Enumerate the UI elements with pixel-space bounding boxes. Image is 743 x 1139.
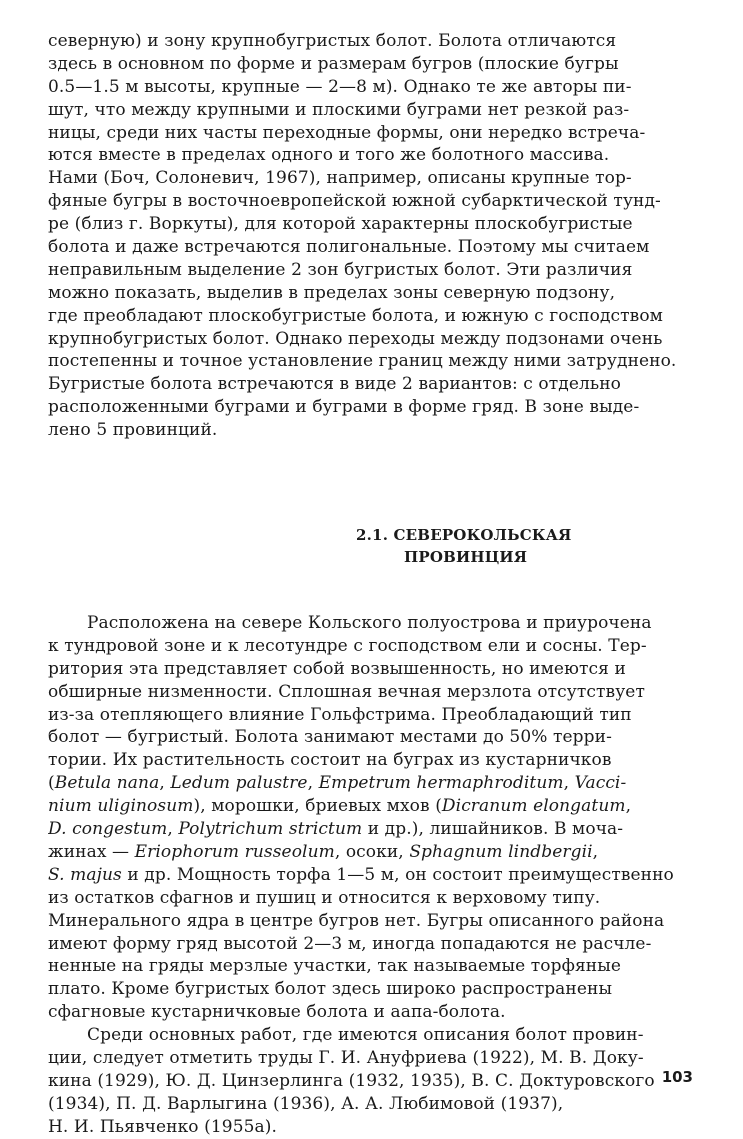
heading-line-1: 2.1. СЕВЕРОКОЛЬСКАЯ — [356, 526, 572, 545]
text-line — [48, 864, 694, 887]
latin-name: Polytrichum strictum — [178, 819, 363, 840]
text-run: и др.), лишайников. В моча- — [362, 819, 624, 840]
text-line: Расположена на севере Кольского полуострова и приурочена — [87, 613, 652, 634]
text-run: и др. Мощность торфа 1—5 м, он состоит преимущественно — [121, 864, 674, 885]
text-run: ( — [48, 773, 55, 794]
text-line: здесь в основном по форме и размерам бугров (плоские бугры — [48, 53, 619, 74]
text-line — [48, 772, 694, 795]
latin-name: Ledum palustre — [170, 773, 308, 794]
text-line: Среди основных работ, где имеются описания болот провин- — [87, 1025, 644, 1046]
text-line: Н. И. Пьявченко (1955а). — [48, 1116, 278, 1137]
text-run: , — [625, 796, 632, 817]
text-line: плато. Кроме бугристых болот здесь широко распространены — [48, 979, 613, 1000]
text-run: , — [592, 841, 599, 862]
text-line: ции, следует отметить труды Г. И. Ануфриева (1922), М. В. Доку- — [48, 1047, 644, 1068]
text-line: Нами (Боч, Солоневич, 1967), например, описаны крупные тор- — [48, 168, 632, 189]
latin-name: Betula nana — [54, 773, 160, 794]
text-run: жинах — — [48, 841, 135, 862]
text-line: болота и даже встречаются полигональные. Поэтому мы считаем — [48, 237, 650, 258]
text-line: болот — бугристый. Болота занимают местами до 50% терри- — [48, 727, 612, 748]
text-line: расположенными буграми и буграми в форме гряд. В зоне выде- — [48, 397, 640, 418]
text-line: из остатков сфагнов и пушиц и относится к верховому типу. — [48, 887, 601, 908]
text-line: кина (1929), Ю. Д. Цинзерлинга (1932, 1935), В. С. Доктуровского — [48, 1070, 655, 1091]
text-line: ненные на гряды мерзлые участки, так называемые торфяные — [48, 956, 622, 977]
page-body — [48, 30, 694, 1139]
paragraph-zones — [48, 30, 694, 442]
text-run: , — [563, 773, 575, 794]
latin-name: Sphagnum lindbergii — [409, 841, 593, 862]
text-line: где преобладают плоскобугристые болота, и южную с господством — [48, 305, 663, 326]
text-line: из-за отепляющего влияние Гольфстрима. Преобладающий тип — [48, 704, 632, 725]
text-line — [48, 818, 694, 841]
heading-line-2: ПРОВИНЦИЯ — [404, 548, 528, 567]
paragraph-province — [48, 612, 694, 1024]
text-line: ре (близ г. Воркуты), для которой характерны плоскобугристые — [48, 214, 633, 235]
text-line: ются вместе в пределах одного и того же болотного массива. — [48, 145, 610, 166]
text-line: фяные бугры в восточноевропейской южной субарктической тунд- — [48, 191, 661, 212]
text-line: Минерального ядра в центре бугров нет. Бугры описанного района — [48, 910, 665, 931]
latin-name: Empetrum hermaphroditum — [318, 773, 564, 794]
text-run: ), морошки, бриевых мхов ( — [193, 796, 442, 817]
latin-name: D. congestum — [48, 819, 168, 840]
text-run: , осоки, — [334, 841, 410, 862]
text-run: , — [307, 773, 319, 794]
text-line: к тундровой зоне и к лесотундре с господством ели и сосны. Тер- — [48, 635, 647, 656]
text-line: тории. Их растительность состоит на буграх из кустарничков — [48, 750, 612, 771]
paragraph-references — [48, 1024, 694, 1138]
text-run: , — [167, 819, 179, 840]
latin-name: nium uliginosum — [48, 796, 194, 817]
text-line: постепенны и точное установление границ между ними затруднено. — [48, 351, 677, 372]
text-line: имеют форму гряд высотой 2—3 м, иногда попадаются не расчле- — [48, 933, 652, 954]
text-line: крупнобугристых болот. Однако переходы между подзонами очень — [48, 328, 663, 349]
latin-name: S. majus — [48, 864, 122, 885]
text-line: Бугристые болота встречаются в виде 2 вариантов: с отдельно — [48, 374, 622, 395]
text-line: обширные низменности. Сплошная вечная мерзлота отсутствует — [48, 681, 645, 702]
latin-name: Dicranum elongatum — [441, 796, 626, 817]
text-line: северную) и зону крупнобугристых болот. Болота отличаются — [48, 31, 617, 51]
text-line: лено 5 провинций. — [48, 420, 218, 441]
text-run: , — [159, 773, 171, 794]
latin-name: Eriophorum russeolum — [134, 841, 335, 862]
latin-name: Vacci- — [574, 773, 627, 794]
text-line: (1934), П. Д. Варлыгина (1936), А. А. Любимовой (1937), — [48, 1093, 564, 1114]
text-line — [48, 841, 694, 864]
page-number: 103 — [661, 1068, 693, 1086]
text-line: сфагновые кустарничковые болота и аапа-болота. — [48, 1002, 506, 1023]
text-line: можно показать, выделив в пределах зоны северную подзону, — [48, 282, 616, 303]
text-line — [48, 795, 694, 818]
section-heading — [48, 524, 694, 568]
text-line: 0.5—1.5 м высоты, крупные — 2—8 м). Однако те же авторы пи- — [48, 76, 632, 97]
text-line: шут, что между крупными и плоскими буграми нет резкой раз- — [48, 99, 630, 120]
text-line: неправильным выделение 2 зон бугристых болот. Эти различия — [48, 259, 633, 280]
text-line: ритория эта представляет собой возвышенность, но имеются и — [48, 658, 626, 679]
text-line: ницы, среди них часты переходные формы, они нередко встреча- — [48, 122, 646, 143]
